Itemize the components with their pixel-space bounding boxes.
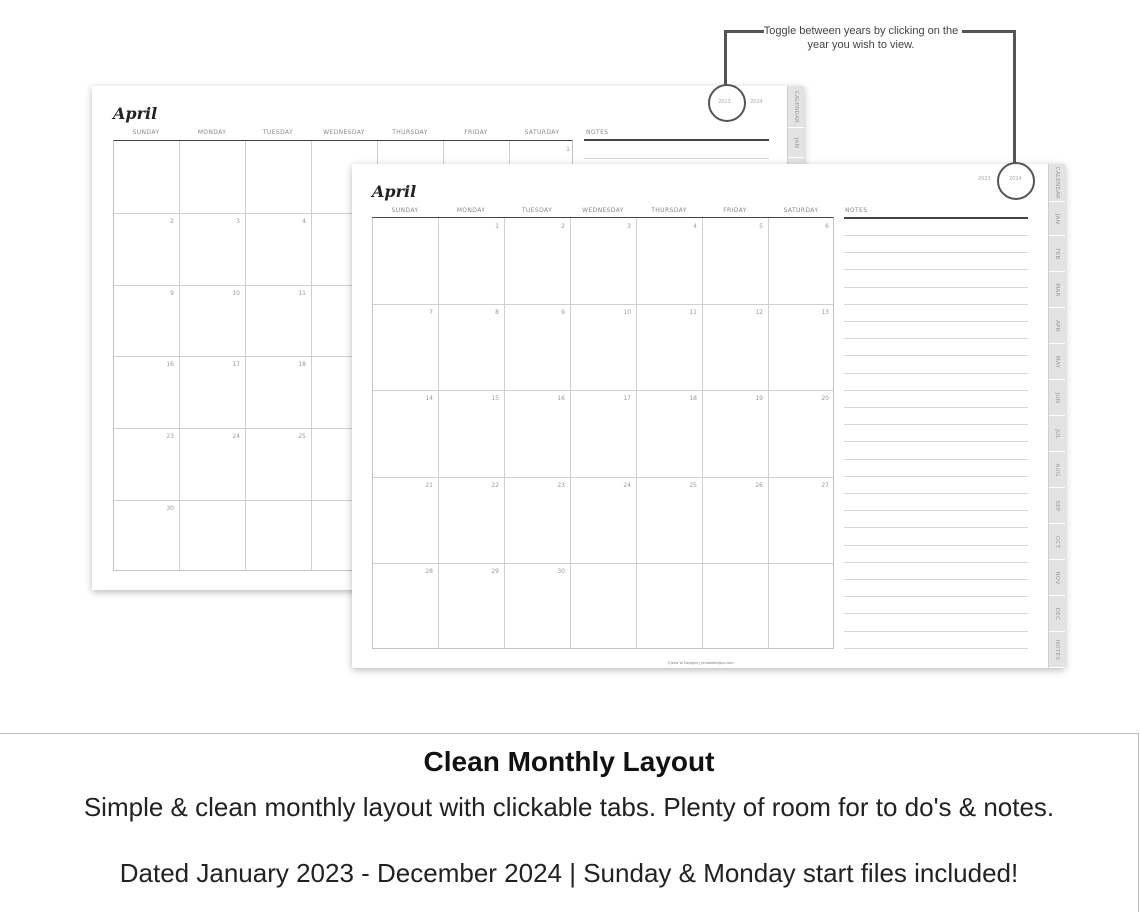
- callout-text: Toggle between years by clicking on the year you wish to view.: [763, 25, 959, 51]
- date-number: 17: [623, 395, 631, 403]
- tab-apr[interactable]: APR: [1049, 308, 1065, 344]
- tab-feb[interactable]: FEB: [1049, 236, 1065, 272]
- tab-jan[interactable]: JAN: [1049, 202, 1065, 236]
- year-highlight-circle-back: [708, 84, 746, 122]
- date-number: 25: [689, 481, 697, 489]
- date-number: 16: [557, 395, 565, 403]
- day-of-week-label: WEDNESDAY: [323, 129, 365, 136]
- notes-line: [844, 648, 1028, 649]
- notes-line: [844, 252, 1028, 253]
- day-of-week-label: FRIDAY: [464, 129, 488, 136]
- date-number: 23: [557, 481, 565, 489]
- callout-line: [962, 30, 1015, 33]
- front-calendar-page: [352, 164, 1065, 668]
- notes-line: [844, 304, 1028, 305]
- notes-label: NOTES: [586, 129, 609, 136]
- notes-line: [844, 527, 1028, 528]
- notes-line: [844, 269, 1028, 270]
- year-2023-link[interactable]: 2023: [718, 99, 731, 105]
- date-number: 25: [298, 433, 306, 441]
- notes-line: [844, 235, 1028, 236]
- date-number: 20: [821, 395, 829, 403]
- day-of-week-label: THURSDAY: [392, 129, 428, 136]
- notes-line: [844, 321, 1028, 322]
- date-number: 11: [689, 309, 697, 317]
- tab-may[interactable]: MAY: [1049, 344, 1065, 380]
- notes-label: NOTES: [845, 207, 868, 214]
- notes-line: [844, 579, 1028, 580]
- tab-jul[interactable]: JUL: [1049, 416, 1065, 452]
- tab-oct[interactable]: OCT: [1049, 524, 1065, 560]
- tab-sep[interactable]: SEP: [1049, 488, 1065, 524]
- grid-line: [373, 304, 833, 305]
- notes-line: [844, 631, 1028, 632]
- tab-dec[interactable]: DEC: [1049, 596, 1065, 632]
- notes-rule: [844, 217, 1028, 219]
- grid-line: [373, 390, 833, 391]
- tab-notes[interactable]: NOTES: [1049, 632, 1065, 668]
- date-number: 3: [627, 223, 631, 230]
- notes-line: [844, 424, 1028, 425]
- grid-line: [702, 218, 703, 648]
- date-number: 21: [425, 481, 433, 489]
- day-of-week-label: WEDNESDAY: [582, 207, 624, 214]
- date-number: 28: [425, 567, 433, 575]
- date-number: 23: [166, 433, 174, 441]
- month-title: April: [372, 182, 417, 201]
- date-number: 15: [491, 395, 499, 403]
- date-number: 18: [298, 361, 306, 369]
- notes-line: [844, 596, 1028, 597]
- date-number: 2: [170, 217, 174, 225]
- year-2023-link[interactable]: 2023: [978, 176, 991, 182]
- tab-calendar[interactable]: CALENDAR: [788, 86, 804, 128]
- day-of-week-label: SUNDAY: [391, 207, 419, 214]
- day-of-week-label: THURSDAY: [651, 207, 687, 214]
- date-number: 5: [759, 223, 763, 230]
- date-number: 14: [425, 395, 433, 403]
- date-number: 9: [170, 289, 174, 297]
- notes-line: [844, 373, 1028, 374]
- month-title: April: [113, 104, 158, 123]
- month-tabs: [1048, 164, 1065, 668]
- day-of-week-label: SUNDAY: [132, 129, 160, 136]
- caption-description: Simple & clean monthly layout with clickable tabs. Plenty of room for to do's & notes.: [83, 792, 1055, 822]
- date-number: 16: [166, 361, 174, 369]
- tab-mar[interactable]: MAR: [1049, 272, 1065, 308]
- notes-line: [844, 545, 1028, 546]
- date-number: 9: [561, 309, 565, 317]
- date-number: 26: [755, 481, 763, 489]
- notes-line: [844, 476, 1028, 477]
- notes-line: [844, 355, 1028, 356]
- notes-line: [844, 459, 1028, 460]
- year-2024-link[interactable]: 2024: [1009, 176, 1022, 182]
- calendar-grid: [372, 217, 834, 649]
- notes-line: [844, 390, 1028, 391]
- grid-line: [438, 218, 439, 648]
- notes-line: [844, 510, 1028, 511]
- notes-line: [844, 441, 1028, 442]
- grid-line: [373, 477, 833, 478]
- date-number: 24: [232, 433, 240, 441]
- day-of-week-label: MONDAY: [456, 207, 486, 214]
- grid-line: [636, 218, 637, 648]
- date-number: 10: [623, 309, 631, 317]
- day-of-week-label: TUESDAY: [521, 207, 553, 214]
- notes-line: [844, 287, 1028, 288]
- date-number: 1: [566, 146, 570, 153]
- day-of-week-label: MONDAY: [197, 129, 227, 136]
- date-number: 30: [557, 567, 565, 575]
- day-of-week-label: TUESDAY: [262, 129, 294, 136]
- caption-panel: [0, 733, 1139, 912]
- day-of-week-label: SATURDAY: [783, 207, 819, 214]
- notes-line: [844, 562, 1028, 563]
- date-number: 4: [693, 223, 697, 230]
- notes-line: [844, 407, 1028, 408]
- caption-title: Clean Monthly Layout: [423, 746, 715, 777]
- notes-line: [844, 493, 1028, 494]
- date-number: 18: [689, 395, 697, 403]
- notes-line: [844, 613, 1028, 614]
- date-number: 11: [298, 289, 306, 297]
- year-2024-link[interactable]: 2024: [750, 99, 763, 105]
- tab-aug[interactable]: AUG: [1049, 452, 1065, 488]
- date-number: 29: [491, 567, 499, 575]
- tab-calendar[interactable]: CALENDAR: [1049, 164, 1065, 202]
- grid-line: [373, 563, 833, 564]
- date-number: 22: [491, 481, 499, 489]
- callout-line: [1013, 30, 1016, 163]
- callout-line: [724, 30, 727, 85]
- date-number: 27: [821, 481, 829, 489]
- notes-line: [584, 158, 769, 159]
- date-number: 1: [495, 223, 499, 230]
- notes-line: [844, 338, 1028, 339]
- date-number: 7: [429, 309, 433, 317]
- copyright-text: ©Jena W Designs | jenawdesigns.com: [667, 661, 734, 665]
- day-of-week-label: SATURDAY: [524, 129, 560, 136]
- year-highlight-circle-front: [997, 162, 1035, 200]
- date-number: 12: [755, 309, 763, 317]
- date-number: 13: [821, 309, 829, 317]
- tab-jan[interactable]: JAN: [788, 128, 804, 158]
- date-number: 24: [623, 481, 631, 489]
- date-number: 17: [232, 361, 240, 369]
- grid-line: [570, 218, 571, 648]
- date-number: 8: [495, 309, 499, 317]
- date-number: 10: [232, 289, 240, 297]
- caption-details: Dated January 2023 - December 2024 | Sunday & Monday start files included!: [119, 858, 1019, 888]
- notes-rule: [584, 139, 769, 141]
- date-number: 19: [755, 395, 763, 403]
- date-number: 4: [302, 217, 306, 225]
- date-number: 6: [825, 223, 829, 230]
- day-of-week-label: FRIDAY: [723, 207, 747, 214]
- date-number: 30: [166, 505, 174, 512]
- grid-line: [768, 218, 769, 648]
- tab-jun[interactable]: JUN: [1049, 380, 1065, 416]
- date-number: 3: [236, 217, 240, 225]
- date-number: 2: [561, 223, 565, 230]
- grid-line: [504, 218, 505, 648]
- tab-nov[interactable]: NOV: [1049, 560, 1065, 596]
